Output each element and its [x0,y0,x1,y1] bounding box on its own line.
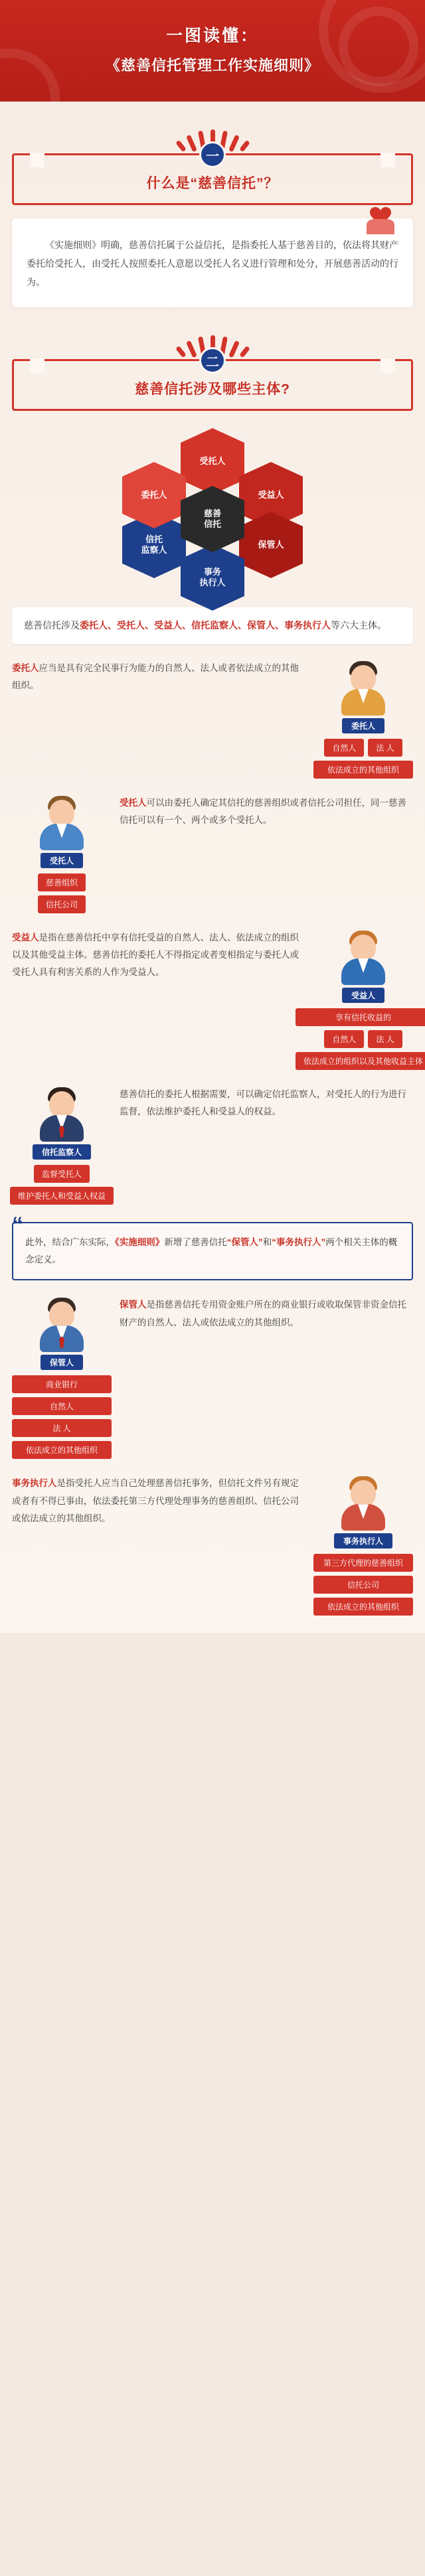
role-figure-trustee [12,795,112,913]
section-2-header [12,325,413,411]
corner-notch [30,153,44,167]
tag-row-affairs-executor [313,1554,413,1616]
tag-row-settlor [313,739,413,779]
summary-roles: 委托人、受托人、受益人、信托监察人、保管人、事务执行人 [80,620,331,631]
role-caption-settlor: 委托人 [342,718,384,733]
page-subtitle: 《慈善信托管理工作实施细则》 [105,57,319,74]
avatar [335,1475,391,1531]
callout-text-1: 此外，结合广东实际， [25,1237,115,1247]
avatar [34,795,90,850]
hex-cell-supervisor-l1: 信托 [145,534,163,544]
role-text-affairs-executor [12,1475,305,1527]
tag-other-benefit-subject: 依法成立的组织以及其他收益主体 [296,1052,425,1070]
corner-notch [381,358,395,373]
avatar-head [49,1091,74,1118]
tag-third-party-charity: 第三方代理的慈善组织 [313,1554,413,1572]
avatar-head [49,800,74,826]
role-text-beneficiary [12,929,305,982]
tag-row-supervisor [10,1165,114,1205]
hex-cell-settlor: 委托人 [122,477,186,514]
hex-cell-supervisor [122,526,186,564]
avatar [34,1296,90,1352]
role-text-custodian [120,1296,413,1331]
tag-natural-person: 自然人 [324,1030,364,1048]
hex-cell-affairs-executor-l1: 事务 [203,566,221,577]
tag-natural-person: 自然人 [324,739,364,757]
page-title: 一图读懂： [165,27,259,45]
corner-notch [30,358,44,373]
role-body-settlor: 应当是具有完全民事行为能力的自然人、法人或者依法成立的其他组织。 [12,662,299,690]
section-1-header [12,119,413,205]
tag-supervise-trustee: 监督受托人 [34,1165,90,1183]
callout-doc: 《实施细则》 [115,1237,165,1247]
tag-natural-person: 自然人 [12,1397,112,1415]
quote-icon: “ [12,1212,23,1238]
role-block-beneficiary [12,929,424,1070]
callout-text-4: 两个相关主体的概念定义。 [25,1237,398,1264]
callout-text-2: 新增了慈善信托 [164,1237,227,1247]
tag-commercial-bank: 商业银行 [12,1375,112,1393]
hand-heart-icon [360,198,401,236]
role-term-beneficiary: 受益人 [12,932,39,943]
tag-trust-company: 信托公司 [313,1576,413,1594]
hex-cell-center [181,500,244,538]
section-2-heading: 慈善信托涉及哪些主体? [135,382,290,397]
avatar [34,1086,90,1142]
tag-row-trustee [12,873,112,913]
role-caption-beneficiary: 受益人 [342,988,384,1003]
role-body-custodian: 是指慈善信托专用资金账户所在的商业银行或收取保管非资金信托财产的自然人、法人或依法成立的其他组织。 [120,1300,406,1327]
definition-card [12,218,413,307]
callout-text-3: 和 [262,1237,272,1247]
hex-cell-custodian: 保管人 [239,526,303,564]
hex-center-l2: 信托 [203,519,221,529]
role-figure-supervisor [12,1086,112,1205]
callout-box [12,1212,413,1281]
hex-center-l1: 慈善 [203,508,221,518]
callout-term-2: “事务执行人” [272,1237,326,1247]
role-caption-custodian: 保管人 [41,1355,83,1370]
avatar-head [351,935,376,961]
tag-other-org: 依法成立的其他组织 [313,761,413,779]
role-figure-beneficiary [303,929,424,1070]
role-body-beneficiary: 是指在慈善信托中享有信托受益的自然人、法人、依法成立的组织以及其他受益主体。慈善信托的委托人不得指定或者变相指定与委托人或受托人具有利害关系的人作为受益人。 [12,932,299,978]
role-term-custodian: 保管人 [120,1300,147,1310]
avatar [335,929,391,985]
role-block-trustee [12,795,413,913]
role-block-affairs-executor [12,1475,413,1616]
role-term-trustee: 受托人 [120,797,147,808]
role-body-supervisor: 慈善信托的委托人根据需要，可以确定信托监察人，对受托人的行为进行监督，依法维护委托人和受益人的权益。 [120,1089,406,1116]
avatar [335,660,391,716]
tag-legal-person: 法 人 [12,1419,112,1437]
section-1-heading: 什么是“慈善信托”？ [146,176,279,191]
role-block-settlor [12,660,413,779]
avatar-head [49,1302,74,1328]
role-figure-affairs-executor [313,1475,413,1616]
role-figure-settlor [313,660,413,779]
page-header [0,0,425,102]
tag-row-beneficiary [296,1008,425,1070]
summary-prefix: 慈善信托涉及 [24,620,80,631]
tag-charity-org: 慈善组织 [38,873,86,891]
role-body-trustee: 可以由委托人确定其信托的慈善组织或者信托公司担任，同一慈善信托可以有一个、两个或多个受托人。 [120,797,406,825]
definition-paragraph: 《实施细则》明确，慈善信托属于公益信托，是指委托人基于慈善目的，依法将其财产委托给受托人，由受托人按照委托人意愿以受托人名义进行管理和处分，开展慈善活动的行为。 [27,240,398,287]
hex-cell-beneficiary: 受益人 [239,477,303,514]
summary-suffix: 等六大主体。 [331,620,386,631]
hex-cell-affairs-executor-l2: 执行人 [199,577,226,587]
role-term-affairs-executor: 事务执行人 [12,1478,57,1489]
tag-trust-company: 信托公司 [38,895,86,913]
role-caption-supervisor: 信托监察人 [33,1144,91,1160]
role-caption-trustee: 受托人 [41,853,83,868]
role-text-settlor [12,660,305,695]
subjects-hex-diagram [113,425,312,591]
hex-cell-supervisor-l2: 监察人 [141,545,167,555]
role-text-trustee [120,795,413,830]
hex-cell-trustee: 受托人 [181,443,244,480]
section-1-badge: 一 [199,141,226,168]
corner-notch [381,153,395,167]
role-figure-custodian [12,1296,112,1459]
tag-legal-person: 法 人 [368,739,402,757]
footer-spacer [0,1616,425,1633]
tag-protect-rights: 维护委托人和受益人权益 [10,1187,114,1205]
callout-term-1: “保管人” [226,1237,263,1247]
tag-other-org: 依法成立的其他组织 [313,1598,413,1616]
tag-benefit-holder: 享有信托收益的 [296,1008,425,1026]
tag-row-custodian [12,1375,112,1459]
role-body-affairs-executor: 是指受托人应当自己处理慈善信托事务，但信托文件另有规定或者有不得已事由，依法委托第三方代理处理事务的慈善组织、信托公司或依法成立的其他组织。 [12,1478,299,1523]
section-2-badge: 二 [199,347,226,374]
role-block-supervisor [12,1086,413,1205]
tag-legal-person: 法 人 [368,1030,402,1048]
avatar-head [351,665,376,692]
role-text-supervisor [120,1086,413,1121]
role-block-custodian [12,1296,413,1459]
subjects-summary [12,607,413,644]
tag-other-org: 依法成立的其他组织 [12,1441,112,1459]
avatar-head [351,1480,376,1507]
role-caption-affairs-executor: 事务执行人 [334,1533,392,1549]
hex-cell-affairs-executor [181,559,244,596]
role-term-settlor: 委托人 [12,662,39,673]
